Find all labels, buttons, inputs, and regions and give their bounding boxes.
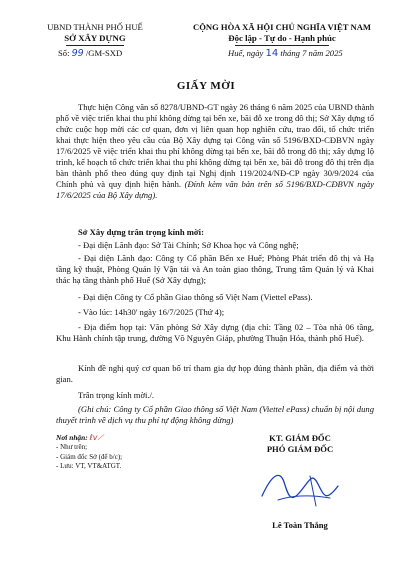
invitee-3: - Đại diện Công ty Cổ phần Giao thông số Việt Nam (Viettel ePass). bbox=[78, 292, 313, 302]
date-suffix: tháng 7 năm 2025 bbox=[280, 48, 343, 58]
attendance-request: Kính đề nghị quý cơ quan bố trí tham gia dự họp đúng thành phần, địa điểm và thời gian. bbox=[56, 363, 374, 384]
recipient-item: - Lưu: VT, VT&ATGT. bbox=[56, 461, 122, 470]
document-title: GIẤY MỜI bbox=[176, 80, 236, 92]
paragraph-intro bbox=[56, 102, 374, 201]
initials-mark: ℓv⟋ bbox=[89, 433, 104, 442]
document-number bbox=[58, 48, 122, 59]
signature-title-1: KT. GIÁM ĐỐC bbox=[269, 433, 331, 443]
org-parent: UBND THÀNH PHỐ HUẾ bbox=[47, 22, 143, 32]
date-day: 14 bbox=[265, 48, 279, 59]
org-underline bbox=[66, 45, 124, 46]
invitee-2: - Đại diện Lãnh đạo: Công ty Cổ phần Bến xe Huế; Phòng Phát triển đô thị và Hạ tầng kỹ thuật, Phòng Quản lý Vận tải và An toàn giao thông, Trung tâm Quản lý và Khai thác hạ tầng thành phố Huế (Sở Xây dựng); bbox=[56, 253, 374, 285]
handwritten-signature bbox=[250, 462, 350, 514]
meeting-time: - Vào lúc: 14h30' ngày 16/7/2025 (Thứ 4); bbox=[78, 307, 225, 317]
national-motto: CỘNG HÒA XÃ HỘI CHỦ NGHĨA VIỆT NAM bbox=[192, 22, 372, 32]
recipients-heading: Nơi nhận: bbox=[56, 433, 88, 442]
meeting-venue: - Địa điểm họp tại: Văn phòng Sở Xây dựng (địa chỉ: Tầng 02 – Tòa nhà 06 tầng, Khu Hành chính tập trung, đường Võ Nguyên Giáp, phường Thuận Hóa, thành phố Huế). bbox=[56, 322, 374, 343]
date-prefix: Huế, ngày bbox=[228, 48, 264, 58]
invite-heading: Sở Xây dựng trân trọng kính mời: bbox=[78, 227, 204, 237]
signature-title-2: PHÓ GIÁM ĐỐC bbox=[266, 444, 334, 454]
recipients bbox=[56, 433, 122, 471]
motto-subtitle: Độc lập - Tự do - Hạnh phúc bbox=[228, 33, 336, 43]
regards: Trân trọng kính mời./. bbox=[78, 390, 155, 400]
recipient-item: - Như trên; bbox=[56, 443, 88, 452]
org-name: SỞ XÂY DỰNG bbox=[64, 33, 126, 43]
signer-name: Lê Toàn Thắng bbox=[272, 520, 328, 530]
paragraph-intro-text: Thực hiện Công văn số 8278/UBND-GT ngày 26 tháng 6 năm 2025 của UBND thành phố về việc triển khai thu phí không dừng tại bến xe, bãi đỗ xe trong đô thị; Sở Xây dựng tổ chức cuộc họp mời các cơ quan, đơn vị liên quan họp nghiên cứu, trao đổi, tổ chức triển khai thực hiện theo yêu cầu của Bộ Xây dựng tại Công văn số 5196/BXD-CĐBVN ngày 17/6/2025 về việc triển khai thu phí không dừng tại bến xe, bãi đỗ trong đô thị; xây dựng lộ trình, kế hoạch tổ chức triển khai thu phí không dừng tại bến xe, bãi đỗ trong đô thị trên địa bàn thành phố theo đúng quy định tại Nghị định 119/2024/NĐ-CP ngày 30/9/2024 của Chính phủ và quy định hiện hành. bbox=[56, 102, 374, 189]
number-handwritten: 99 bbox=[71, 48, 84, 59]
number-suffix: /GM-SXD bbox=[85, 48, 123, 58]
number-prefix: Số: bbox=[58, 48, 70, 58]
motto-underline bbox=[235, 45, 329, 46]
note: (Ghi chú: Công ty Cổ phần Giao thông số Việt Nam (Viettel ePass) chuẩn bị nội dung thuyết trình về dịch vụ thu phí tự động không dừng) bbox=[56, 404, 374, 425]
document-date bbox=[228, 48, 343, 59]
recipient-item: - Giám đốc Sở (để b/c); bbox=[56, 452, 123, 461]
invitee-1: - Đại diện Lãnh đạo: Sở Tài Chính; Sở Khoa học và Công nghệ; bbox=[78, 240, 299, 250]
attachment-note: (Đính kèm văn bản trên số 5196/BXD-CĐBVN ngày 17/6/2025 của Bộ Xây dựng). bbox=[56, 179, 374, 200]
